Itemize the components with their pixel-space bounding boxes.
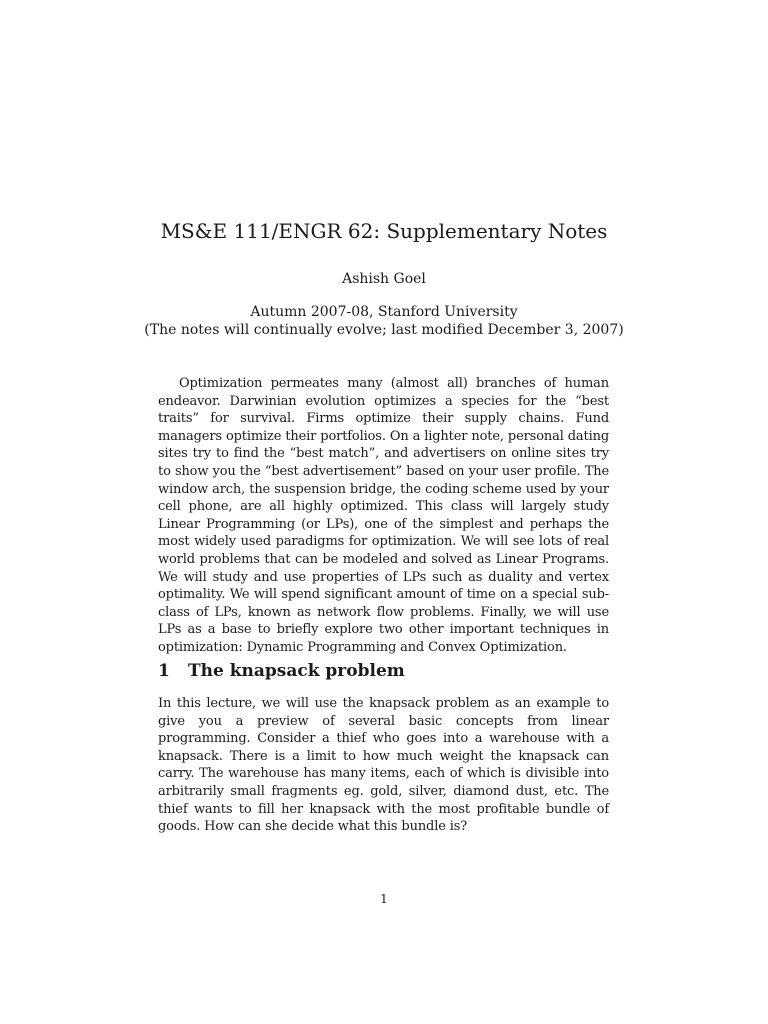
revision-note: (The notes will continually evolve; last modified December 3, 2007) [144, 322, 624, 338]
abstract-paragraph: Optimization permeates many (almost all) branches of human endeavor. Darwinian evolution optimizes a species for the “best traits” for survival. Firms optimize their supply chains. Fund managers optimize their portfolios. On a lighter note, personal dating sites try to find the “best match”, and advertisers on online sites try to show you the “best advertisement” based on your user profile. The window arch, the suspension bridge, the coding scheme used by your cell phone, are all highly optimized. This class will largely study Linear Programming (or LPs), one of the simplest and perhaps the most widely used paradigms for optimization. We will see lots of real world problems that can be modeled and solved as Linear Programs. We will study and use properties of LPs such as duality and vertex optimality. We will spend significant amount of time on a special sub-class of LPs, known as network flow problems. Finally, we will use LPs as a base to briefly explore two other important techniques in optimization: Dynamic Programming and Convex Optimization. [158, 376, 609, 655]
section-paragraph: In this lecture, we will use the knapsack problem as an example to give you a preview of several basic concepts from linear programming. Consider a thief who goes into a warehouse with a knapsack. There is a limit to how much weight the knapsack can carry. The warehouse has many items, each of which is divisible into arbitrarily small fragments eg. gold, silver, diamond dust, etc. The thief wants to fill her knapsack with the most profitable bundle of goods. How can she decide what this bundle is? [158, 696, 609, 835]
document-title: MS&E 111/ENGR 62: Supplementary Notes [160, 219, 608, 243]
page-number: 1 [380, 892, 388, 906]
section-number: 1 [158, 661, 170, 681]
section-title: The knapsack problem [188, 661, 405, 681]
section-heading [158, 660, 405, 682]
affiliation: Autumn 2007-08, Stanford University [250, 304, 518, 320]
author-name: Ashish Goel [342, 271, 426, 287]
